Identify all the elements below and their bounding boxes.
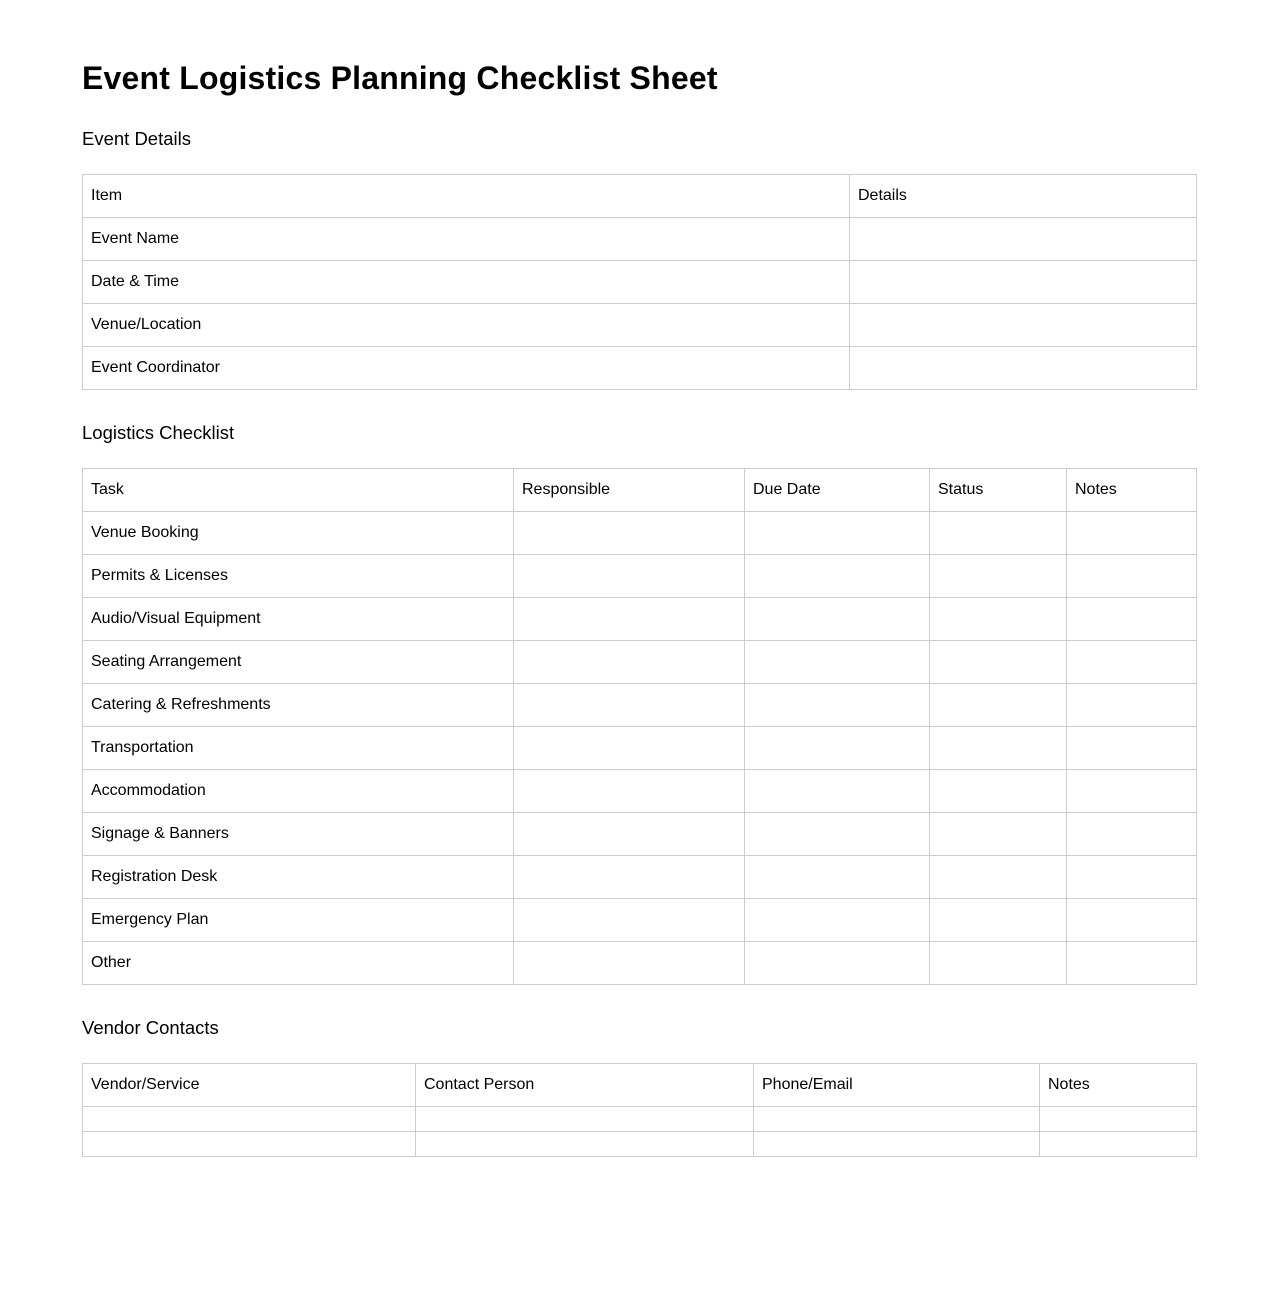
due-date-cell[interactable] xyxy=(745,727,930,770)
table-row xyxy=(83,770,1197,813)
task-cell: Seating Arrangement xyxy=(83,641,514,684)
due-date-cell[interactable] xyxy=(745,899,930,942)
responsible-cell[interactable] xyxy=(514,899,745,942)
logistics-checklist-heading: Logistics Checklist xyxy=(82,422,235,443)
item-cell: Event Coordinator xyxy=(83,347,850,390)
vendor-contacts-table xyxy=(82,1063,1197,1157)
vendor-cell[interactable] xyxy=(83,1132,416,1157)
notes-cell[interactable] xyxy=(1067,813,1197,856)
phone-email-cell[interactable] xyxy=(754,1132,1040,1157)
task-cell: Registration Desk xyxy=(83,856,514,899)
column-header-phone-email: Phone/Email xyxy=(754,1064,1040,1107)
vendor-contacts-heading: Vendor Contacts xyxy=(82,1017,219,1038)
due-date-cell[interactable] xyxy=(745,512,930,555)
task-cell: Other xyxy=(83,942,514,985)
details-cell[interactable] xyxy=(850,304,1197,347)
table-header-row xyxy=(83,175,1197,218)
responsible-cell[interactable] xyxy=(514,770,745,813)
vendor-cell[interactable] xyxy=(83,1107,416,1132)
task-cell: Accommodation xyxy=(83,770,514,813)
notes-cell[interactable] xyxy=(1067,727,1197,770)
table-row xyxy=(83,899,1197,942)
column-header-task: Task xyxy=(83,469,514,512)
responsible-cell[interactable] xyxy=(514,512,745,555)
column-header-due-date: Due Date xyxy=(745,469,930,512)
responsible-cell[interactable] xyxy=(514,555,745,598)
table-row xyxy=(83,1107,1197,1132)
status-cell[interactable] xyxy=(930,942,1067,985)
logistics-checklist-table xyxy=(82,468,1197,985)
table-row xyxy=(83,261,1197,304)
table-header-row xyxy=(83,1064,1197,1107)
due-date-cell[interactable] xyxy=(745,942,930,985)
table-row xyxy=(83,555,1197,598)
details-cell[interactable] xyxy=(850,261,1197,304)
status-cell[interactable] xyxy=(930,598,1067,641)
column-header-vendor-service: Vendor/Service xyxy=(83,1064,416,1107)
status-cell[interactable] xyxy=(930,684,1067,727)
column-header-status: Status xyxy=(930,469,1067,512)
status-cell[interactable] xyxy=(930,512,1067,555)
responsible-cell[interactable] xyxy=(514,856,745,899)
due-date-cell[interactable] xyxy=(745,598,930,641)
table-header-row xyxy=(83,469,1197,512)
task-cell: Venue Booking xyxy=(83,512,514,555)
notes-cell[interactable] xyxy=(1067,512,1197,555)
table-row xyxy=(83,347,1197,390)
responsible-cell[interactable] xyxy=(514,727,745,770)
task-cell: Emergency Plan xyxy=(83,899,514,942)
responsible-cell[interactable] xyxy=(514,942,745,985)
status-cell[interactable] xyxy=(930,899,1067,942)
table-row xyxy=(83,304,1197,347)
due-date-cell[interactable] xyxy=(745,684,930,727)
column-header-notes: Notes xyxy=(1067,469,1197,512)
status-cell[interactable] xyxy=(930,555,1067,598)
table-row xyxy=(83,813,1197,856)
task-cell: Catering & Refreshments xyxy=(83,684,514,727)
task-cell: Permits & Licenses xyxy=(83,555,514,598)
item-cell: Venue/Location xyxy=(83,304,850,347)
details-cell[interactable] xyxy=(850,347,1197,390)
due-date-cell[interactable] xyxy=(745,856,930,899)
table-row xyxy=(83,218,1197,261)
item-cell: Event Name xyxy=(83,218,850,261)
notes-cell[interactable] xyxy=(1040,1107,1197,1132)
event-details-heading: Event Details xyxy=(82,128,191,149)
due-date-cell[interactable] xyxy=(745,813,930,856)
task-cell: Signage & Banners xyxy=(83,813,514,856)
contact-person-cell[interactable] xyxy=(416,1132,754,1157)
table-row xyxy=(83,512,1197,555)
notes-cell[interactable] xyxy=(1067,641,1197,684)
column-header-contact-person: Contact Person xyxy=(416,1064,754,1107)
status-cell[interactable] xyxy=(930,727,1067,770)
due-date-cell[interactable] xyxy=(745,641,930,684)
table-row xyxy=(83,727,1197,770)
table-row xyxy=(83,641,1197,684)
table-row xyxy=(83,942,1197,985)
status-cell[interactable] xyxy=(930,770,1067,813)
page-title: Event Logistics Planning Checklist Sheet xyxy=(82,60,718,96)
table-row xyxy=(83,598,1197,641)
notes-cell[interactable] xyxy=(1067,899,1197,942)
notes-cell[interactable] xyxy=(1067,684,1197,727)
due-date-cell[interactable] xyxy=(745,555,930,598)
responsible-cell[interactable] xyxy=(514,684,745,727)
column-header-item: Item xyxy=(83,175,850,218)
table-row xyxy=(83,684,1197,727)
status-cell[interactable] xyxy=(930,641,1067,684)
column-header-notes: Notes xyxy=(1040,1064,1197,1107)
notes-cell[interactable] xyxy=(1067,856,1197,899)
phone-email-cell[interactable] xyxy=(754,1107,1040,1132)
column-header-responsible: Responsible xyxy=(514,469,745,512)
contact-person-cell[interactable] xyxy=(416,1107,754,1132)
column-header-details: Details xyxy=(850,175,1197,218)
table-row xyxy=(83,856,1197,899)
notes-cell[interactable] xyxy=(1067,555,1197,598)
notes-cell[interactable] xyxy=(1040,1132,1197,1157)
table-row xyxy=(83,1132,1197,1157)
status-cell[interactable] xyxy=(930,813,1067,856)
responsible-cell[interactable] xyxy=(514,641,745,684)
notes-cell[interactable] xyxy=(1067,770,1197,813)
status-cell[interactable] xyxy=(930,856,1067,899)
details-cell[interactable] xyxy=(850,218,1197,261)
notes-cell[interactable] xyxy=(1067,942,1197,985)
task-cell: Audio/Visual Equipment xyxy=(83,598,514,641)
task-cell: Transportation xyxy=(83,727,514,770)
responsible-cell[interactable] xyxy=(514,813,745,856)
notes-cell[interactable] xyxy=(1067,598,1197,641)
responsible-cell[interactable] xyxy=(514,598,745,641)
event-details-table xyxy=(82,174,1197,390)
due-date-cell[interactable] xyxy=(745,770,930,813)
item-cell: Date & Time xyxy=(83,261,850,304)
